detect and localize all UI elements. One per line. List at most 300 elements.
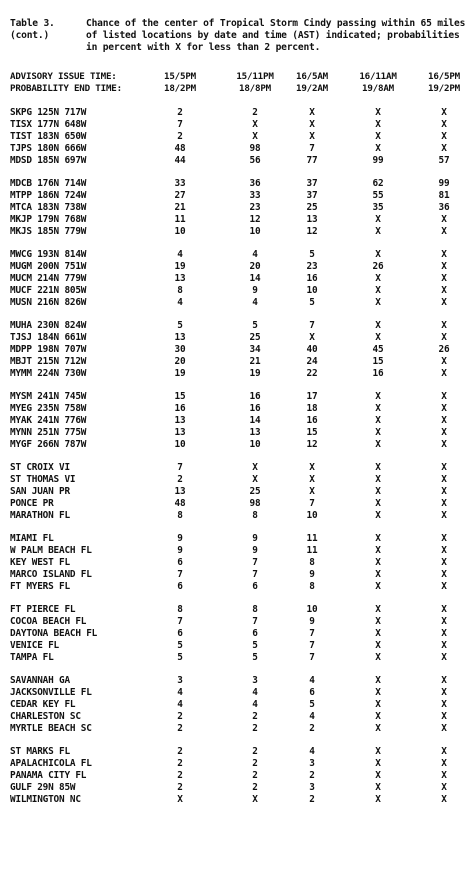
table-row: [10, 474, 470, 486]
location-name: MUSN 216N 826W: [10, 297, 87, 308]
location-name: MKJP 179N 768W: [10, 214, 87, 225]
probability-cell: X: [441, 581, 447, 592]
probability-cell: X: [441, 249, 447, 260]
probability-cell: X: [375, 214, 381, 225]
probability-cell: X: [441, 462, 447, 473]
probability-cell: X: [441, 332, 447, 343]
probability-cell: 9: [177, 545, 183, 556]
probability-cell: X: [441, 557, 447, 568]
probability-cell: X: [309, 107, 315, 118]
probability-cell: X: [441, 297, 447, 308]
probability-cell: X: [441, 439, 447, 450]
probability-cell: X: [441, 285, 447, 296]
probability-cell: 10: [249, 226, 261, 237]
table-row: [10, 640, 470, 652]
probability-cell: 34: [249, 344, 261, 355]
probability-cell: 48: [174, 498, 186, 509]
probability-cell: 9: [252, 533, 258, 544]
table-row: [10, 344, 470, 356]
probability-cell: 13: [174, 415, 186, 426]
probability-cell: 5: [252, 640, 258, 651]
end-time-5: 19/2PM: [428, 83, 460, 94]
probability-cell: 99: [372, 155, 384, 166]
probability-cell: X: [309, 119, 315, 130]
probability-cell: X: [375, 273, 381, 284]
probability-cell: X: [441, 699, 447, 710]
table-row: [10, 533, 470, 545]
probability-cell: 15: [174, 391, 186, 402]
probability-cell: X: [441, 675, 447, 686]
probability-cell: X: [441, 533, 447, 544]
table-row: [10, 699, 470, 711]
probability-cell: X: [252, 119, 258, 130]
location-name: SAN JUAN PR: [10, 486, 70, 497]
probability-cell: X: [375, 391, 381, 402]
probability-cell: X: [375, 687, 381, 698]
probability-cell: X: [252, 474, 258, 485]
probability-cell: 11: [306, 545, 318, 556]
probability-cell: 16: [372, 368, 384, 379]
location-name: MARCO ISLAND FL: [10, 569, 92, 580]
probability-cell: X: [375, 427, 381, 438]
location-name: MYEG 235N 758W: [10, 403, 87, 414]
probability-cell: X: [252, 794, 258, 805]
advisory-time-2: 15/11PM: [236, 71, 274, 82]
probability-cell: 2: [177, 782, 183, 793]
probability-cell: X: [441, 640, 447, 651]
probability-cell: 10: [306, 604, 318, 615]
probability-cell: 4: [252, 297, 258, 308]
probability-cell: X: [441, 770, 447, 781]
probability-cell: 9: [252, 545, 258, 556]
advisory-issue-time-label: ADVISORY ISSUE TIME:: [10, 71, 117, 82]
probability-cell: X: [441, 427, 447, 438]
probability-cell: X: [375, 498, 381, 509]
probability-cell: X: [375, 711, 381, 722]
probability-cell: X: [441, 498, 447, 509]
probability-cell: X: [375, 545, 381, 556]
probability-cell: 13: [174, 427, 186, 438]
advisory-time-1: 15/5PM: [164, 71, 196, 82]
table-row: [10, 770, 470, 782]
location-name: MUHA 230N 824W: [10, 320, 87, 331]
table-row: [10, 261, 470, 273]
probability-cell: 3: [309, 758, 315, 769]
location-name: ST CROIX VI: [10, 462, 70, 473]
probability-cell: X: [309, 131, 315, 142]
probability-cell: X: [375, 557, 381, 568]
table-row: [10, 439, 470, 451]
probability-cell: 19: [249, 368, 261, 379]
probability-cell: 45: [372, 344, 384, 355]
location-name: DAYTONA BEACH FL: [10, 628, 98, 639]
probability-cell: X: [441, 782, 447, 793]
location-name: MBJT 215N 712W: [10, 356, 87, 367]
location-name: MUCM 214N 779W: [10, 273, 87, 284]
table-row: [10, 557, 470, 569]
probability-cell: 15: [306, 427, 318, 438]
probability-cell: 8: [177, 510, 183, 521]
probability-cell: 55: [372, 190, 384, 201]
location-name: TISX 177N 648W: [10, 119, 87, 130]
probability-cell: 98: [249, 143, 261, 154]
probability-cell: 4: [252, 699, 258, 710]
probability-cell: X: [309, 332, 315, 343]
probability-cell: 4: [309, 675, 315, 686]
table-number-line2: (cont.): [10, 30, 50, 41]
location-name: WILMINGTON NC: [10, 794, 81, 805]
probability-cell: X: [309, 462, 315, 473]
probability-cell: 16: [249, 391, 261, 402]
table-row: [10, 320, 470, 332]
table-row: [10, 628, 470, 640]
probability-cell: 6: [177, 628, 183, 639]
probability-cell: 13: [249, 427, 261, 438]
probability-cell: 15: [372, 356, 384, 367]
probability-cell: 7: [252, 557, 258, 568]
probability-cell: 16: [249, 403, 261, 414]
probability-cell: 10: [249, 439, 261, 450]
probability-cell: X: [375, 320, 381, 331]
probability-cell: 26: [372, 261, 384, 272]
table-row: [10, 249, 470, 261]
probability-cell: 16: [306, 415, 318, 426]
probability-cell: 8: [252, 604, 258, 615]
probability-cell: 7: [177, 462, 183, 473]
location-name: APALACHICOLA FL: [10, 758, 92, 769]
probability-cell: X: [441, 746, 447, 757]
probability-cell: X: [375, 119, 381, 130]
probability-cell: 5: [309, 699, 315, 710]
probability-cell: 23: [306, 261, 318, 272]
table-number-line1: Table 3.: [10, 18, 55, 29]
location-name: ST THOMAS VI: [10, 474, 76, 485]
probability-cell: 4: [177, 687, 183, 698]
probability-cell: X: [441, 143, 447, 154]
probability-cell: 7: [252, 569, 258, 580]
probability-cell: X: [375, 462, 381, 473]
probability-cell: X: [441, 545, 447, 556]
probability-cell: 2: [177, 770, 183, 781]
probability-cell: 12: [249, 214, 261, 225]
probability-cell: 99: [438, 178, 450, 189]
location-name: TJPS 180N 666W: [10, 143, 87, 154]
probability-cell: 2: [177, 746, 183, 757]
probability-cell: 5: [177, 640, 183, 651]
probability-cell: 5: [177, 652, 183, 663]
advisory-time-3: 16/5AM: [296, 71, 328, 82]
table-row: [10, 758, 470, 770]
location-name: MYAK 241N 776W: [10, 415, 87, 426]
probability-cell: 4: [252, 687, 258, 698]
location-name: VENICE FL: [10, 640, 59, 651]
probability-cell: 23: [249, 202, 261, 213]
table-row: [10, 652, 470, 664]
probability-cell: 6: [309, 687, 315, 698]
probability-cell: 6: [252, 628, 258, 639]
probability-cell: X: [441, 415, 447, 426]
probability-cell: X: [375, 332, 381, 343]
probability-cell: X: [375, 297, 381, 308]
location-name: MYSM 241N 745W: [10, 391, 87, 402]
location-name: TJSJ 184N 661W: [10, 332, 87, 343]
probability-cell: 16: [174, 403, 186, 414]
probability-cell: 12: [306, 226, 318, 237]
probability-cell: 2: [252, 770, 258, 781]
probability-cell: X: [441, 569, 447, 580]
table-row: [10, 107, 470, 119]
location-name: COCOA BEACH FL: [10, 616, 87, 627]
location-name: CEDAR KEY FL: [10, 699, 76, 710]
end-time-3: 19/2AM: [296, 83, 328, 94]
probability-cell: 26: [438, 344, 450, 355]
probability-cell: 3: [309, 782, 315, 793]
table-row: [10, 794, 470, 806]
probability-cell: 2: [177, 723, 183, 734]
location-name: MTCA 183N 738W: [10, 202, 87, 213]
probability-cell: 6: [177, 581, 183, 592]
probability-cell: 36: [249, 178, 261, 189]
probability-cell: X: [375, 143, 381, 154]
probability-cell: X: [375, 569, 381, 580]
probability-cell: 25: [306, 202, 318, 213]
probability-cell: 9: [309, 616, 315, 627]
probability-cell: 21: [174, 202, 186, 213]
probability-cell: 36: [438, 202, 450, 213]
probability-cell: X: [375, 249, 381, 260]
probability-cell: 11: [174, 214, 186, 225]
probability-cell: X: [252, 131, 258, 142]
location-name: MYGF 266N 787W: [10, 439, 87, 450]
probability-cell: 14: [249, 273, 261, 284]
probability-cell: 4: [309, 711, 315, 722]
probability-cell: 13: [174, 486, 186, 497]
location-name: MKJS 185N 779W: [10, 226, 87, 237]
table-row: [10, 368, 470, 380]
probability-cell: X: [375, 699, 381, 710]
probability-cell: 8: [252, 510, 258, 521]
probability-cell: 57: [438, 155, 450, 166]
probability-cell: 7: [309, 320, 315, 331]
probability-cell: 2: [252, 782, 258, 793]
probability-cell: 8: [177, 285, 183, 296]
probability-cell: X: [441, 474, 447, 485]
probability-cell: X: [441, 119, 447, 130]
probability-cell: 4: [177, 699, 183, 710]
location-name: W PALM BEACH FL: [10, 545, 92, 556]
location-name: GULF 29N 85W: [10, 782, 76, 793]
table-row: [10, 403, 470, 415]
advisory-time-4: 16/11AM: [359, 71, 397, 82]
location-name: KEY WEST FL: [10, 557, 70, 568]
probability-cell: X: [441, 723, 447, 734]
probability-cell: X: [375, 758, 381, 769]
probability-cell: X: [375, 794, 381, 805]
probability-cell: 4: [252, 249, 258, 260]
table-row: [10, 155, 470, 167]
probability-cell: X: [441, 794, 447, 805]
probability-cell: 7: [177, 119, 183, 130]
probability-cell: 5: [252, 320, 258, 331]
table-row: [10, 545, 470, 557]
probability-cell: 7: [252, 616, 258, 627]
probability-cell: 6: [177, 557, 183, 568]
probability-cell: X: [177, 794, 183, 805]
probability-cell: 10: [174, 439, 186, 450]
location-name: SKPG 125N 717W: [10, 107, 87, 118]
probability-cell: 7: [309, 143, 315, 154]
probability-cell: X: [441, 711, 447, 722]
probability-cell: 81: [438, 190, 450, 201]
location-name: SAVANNAH GA: [10, 675, 70, 686]
probability-cell: 12: [306, 439, 318, 450]
probability-cell: 10: [306, 510, 318, 521]
probability-cell: 25: [249, 332, 261, 343]
table-row: [10, 332, 470, 344]
probability-cell: 2: [252, 723, 258, 734]
probability-cell: X: [441, 131, 447, 142]
table-row: [10, 143, 470, 155]
probability-cell: 30: [174, 344, 186, 355]
table-row: [10, 297, 470, 309]
probability-cell: X: [441, 510, 447, 521]
table-row: [10, 782, 470, 794]
probability-cell: X: [375, 285, 381, 296]
end-time-4: 19/8AM: [362, 83, 394, 94]
probability-cell: X: [441, 486, 447, 497]
probability-cell: 5: [177, 320, 183, 331]
probability-cell: 2: [309, 794, 315, 805]
table-row: [10, 131, 470, 143]
table-row: [10, 675, 470, 687]
location-name: MYRTLE BEACH SC: [10, 723, 92, 734]
probability-cell: 5: [252, 652, 258, 663]
probability-cell: X: [375, 403, 381, 414]
table-row: [10, 202, 470, 214]
probability-cell: X: [441, 604, 447, 615]
end-time-1: 18/2PM: [164, 83, 196, 94]
probability-cell: 2: [252, 758, 258, 769]
probability-cell: X: [441, 356, 447, 367]
probability-cell: 8: [177, 604, 183, 615]
probability-cell: 3: [252, 675, 258, 686]
probability-cell: 2: [177, 711, 183, 722]
table-row: [10, 415, 470, 427]
location-name: JACKSONVILLE FL: [10, 687, 92, 698]
probability-cell: 33: [249, 190, 261, 201]
probability-cell: X: [375, 581, 381, 592]
probability-cell: 10: [306, 285, 318, 296]
table-row: [10, 356, 470, 368]
location-name: FT MYERS FL: [10, 581, 70, 592]
table-row: [10, 427, 470, 439]
table-row: [10, 498, 470, 510]
probability-cell: 20: [174, 356, 186, 367]
probability-cell: 2: [177, 758, 183, 769]
probability-cell: X: [441, 687, 447, 698]
probability-cell: X: [375, 226, 381, 237]
probability-cell: 11: [306, 533, 318, 544]
probability-cell: 10: [174, 226, 186, 237]
probability-cell: 7: [309, 628, 315, 639]
table-row: [10, 486, 470, 498]
probability-cell: X: [441, 652, 447, 663]
probability-cell: 7: [177, 616, 183, 627]
location-name: CHARLESTON SC: [10, 711, 81, 722]
probability-cell: X: [441, 616, 447, 627]
table-row: [10, 178, 470, 190]
probability-cell: 19: [174, 368, 186, 379]
location-name: TIST 183N 650W: [10, 131, 87, 142]
probability-cell: 17: [306, 391, 318, 402]
probability-cell: 19: [174, 261, 186, 272]
probability-cell: 8: [309, 557, 315, 568]
probability-cell: 2: [177, 474, 183, 485]
table-row: [10, 226, 470, 238]
probability-cell: X: [441, 320, 447, 331]
probability-cell: X: [375, 675, 381, 686]
probability-cell: X: [375, 628, 381, 639]
probability-cell: X: [309, 474, 315, 485]
probability-cell: X: [375, 533, 381, 544]
table-row: [10, 604, 470, 616]
table-row: [10, 214, 470, 226]
location-name: PANAMA CITY FL: [10, 770, 87, 781]
probability-cell: 2: [177, 131, 183, 142]
probability-cell: 5: [309, 249, 315, 260]
probability-cell: X: [375, 640, 381, 651]
probability-cell: X: [441, 273, 447, 284]
probability-cell: 4: [309, 746, 315, 757]
probability-cell: 7: [309, 498, 315, 509]
probability-cell: X: [375, 474, 381, 485]
probability-cell: X: [375, 439, 381, 450]
probability-cell: 16: [306, 273, 318, 284]
location-name: PONCE PR: [10, 498, 54, 509]
probability-cell: 25: [249, 486, 261, 497]
probability-cell: 13: [174, 332, 186, 343]
probability-cell: X: [375, 652, 381, 663]
probability-cell: 98: [249, 498, 261, 509]
probability-cell: X: [375, 746, 381, 757]
probability-cell: 77: [306, 155, 318, 166]
table-row: [10, 391, 470, 403]
table-row: [10, 273, 470, 285]
location-name: MDSD 185N 697W: [10, 155, 87, 166]
probability-cell: 9: [252, 285, 258, 296]
probability-cell: 2: [177, 107, 183, 118]
probability-cell: 9: [309, 569, 315, 580]
probability-cell: X: [441, 758, 447, 769]
table-row: [10, 569, 470, 581]
probability-cell: 4: [177, 249, 183, 260]
probability-cell: X: [375, 415, 381, 426]
location-name: MYMM 224N 730W: [10, 368, 87, 379]
probability-cell: 13: [306, 214, 318, 225]
probability-cell: X: [375, 723, 381, 734]
probability-cell: 14: [249, 415, 261, 426]
probability-cell: X: [375, 486, 381, 497]
probability-cell: 2: [309, 723, 315, 734]
probability-cell: 35: [372, 202, 384, 213]
probability-cell: 4: [177, 297, 183, 308]
table-row: [10, 711, 470, 723]
probability-cell: 5: [309, 297, 315, 308]
probability-cell: 44: [174, 155, 186, 166]
probability-cell: 56: [249, 155, 261, 166]
probability-cell: X: [441, 226, 447, 237]
end-time-2: 18/8PM: [239, 83, 271, 94]
